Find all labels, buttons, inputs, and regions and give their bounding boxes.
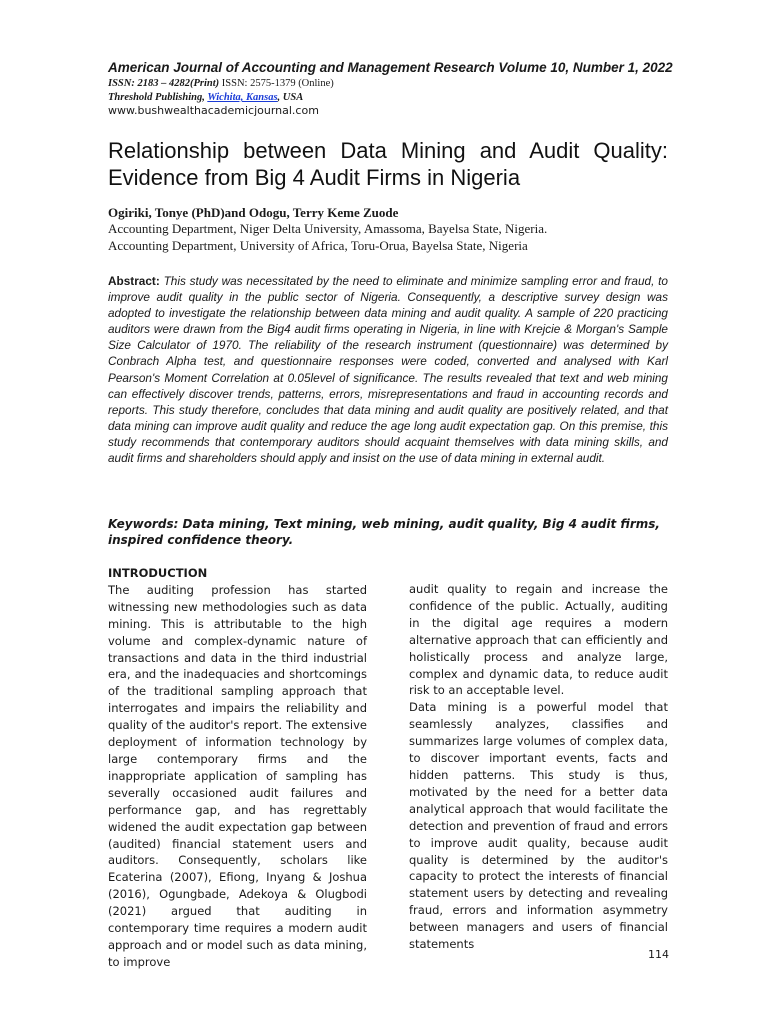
paper-title [108, 137, 668, 191]
intro-paragraph-1: The auditing profession has started witnessing new methodologies such as data mining. This is attributable to the high volume and complex-dynamic nature of transactions and data in the third industrial era, and the inadequacies and shortcomings of the traditional sampling approach that interrogates and impairs the reliability and quality of the auditor's report. The extensive deployment of information technology by large contemporary firms and the inappropriate application of sampling has severally occasioned audit failures and performance gap, and has regrettably widened the audit expectation gap between (audited) financial statement users and auditors. Consequently, scholars like Ecaterina (2007), Efiong, Inyang & Joshua (2016), Ogungbade, Adekoya & Olugbodi (2021) argued that auditing in contemporary time requires a modern audit approach and or model such as data mining, to improve [108, 582, 367, 969]
body-column-right [409, 581, 668, 953]
authors: Ogiriki, Tonye (PhD)and Odogu, Terry Keme Zuode [108, 205, 399, 220]
journal-title: American Journal of Accounting and Management Research Volume 10, Number 1, 2022 [108, 60, 673, 75]
publisher-prefix: Threshold Publishing, [108, 92, 208, 103]
publisher-line [108, 92, 303, 103]
keywords-line-2: inspired confidence theory. [108, 533, 294, 547]
section-heading-introduction: INTRODUCTION [108, 566, 208, 580]
abstract [108, 273, 668, 466]
body-column-left [108, 565, 367, 971]
paper-title-line-2: Evidence from Big 4 Audit Firms in Nigeria [108, 165, 521, 190]
issn-line [108, 78, 334, 89]
abstract-text: This study was necessitated by the need to eliminate and minimize sampling error and fraud, to improve audit quality in the public sector of Nigeria. Consequently, a descriptive survey design was adopted to investigate the relationship between data mining and audit quality. A sample of 220 practicing auditors were drawn from the Big4 audit firms operating in Nigeria, in line with Krejcie & Morgan's Sample Size Calculator of 1970. The reliability of the research instrument (questionnaire) was determined by Conbrach Alpha test, and questionnaire responses were coded, converted and analysed with Karl Pearson's Moment Correlation at 0.05level of significance. The results revealed that text and web mining can effectively discover trends, patterns, errors, misrepresentations and fraud in accounting records and reports. This study therefore, concludes that data mining and audit quality are positively related, and that data mining can improve audit quality and reduce the age long audit expectation gap. On this premise, this study recommends that contemporary auditors should acquaint themselves with data mining skills, and audit firms and shareholders should apply and insist on the use of data mining in external audit. [108, 274, 668, 466]
affiliation-1: Accounting Department, Niger Delta University, Amassoma, Bayelsa State, Nigeria. [108, 221, 548, 236]
publisher-location-link[interactable]: Wichita, Kansas [207, 92, 278, 103]
intro-paragraph-2: Data mining is a powerful model that seamlessly analyzes, classifies and summarizes large volumes of complex data, to discover important events, facts and hidden patterns. This study is thus, motivated by the need for a better data analytical approach that would facilitate the detection and prevention of fraud and errors to improve audit quality, because audit quality is determined by the auditor's capacity to protect the interests of financial statement users by detecting and revealing fraud, errors and information asymmetry between managers and users of financial statements [409, 700, 668, 952]
page-number: 114 [648, 948, 669, 961]
abstract-label: Abstract: [108, 274, 160, 288]
affiliation-2: Accounting Department, University of Africa, Toru-Orua, Bayelsa State, Nigeria [108, 238, 528, 253]
keywords [108, 516, 668, 548]
publisher-suffix: , USA [277, 92, 304, 103]
intro-paragraph-continued: audit quality to regain and increase the confidence of the public. Actually, auditing in the digital age requires a modern alternative approach that can efficiently and holistically process and analyze large, complex and dynamic data, to reduce audit risk to an acceptable level. [409, 582, 668, 698]
keywords-line-1: Keywords: Data mining, Text mining, web mining, audit quality, Big 4 audit firms, [108, 517, 660, 531]
paper-title-line-1: Relationship between Data Mining and Audit Quality: [108, 138, 668, 163]
issn-online: ISSN: 2575-1379 (Online) [219, 78, 334, 89]
issn-print: ISSN: 2183 – 4282(Print) [108, 78, 220, 89]
journal-website: www.bushwealthacademicjournal.com [108, 104, 319, 117]
